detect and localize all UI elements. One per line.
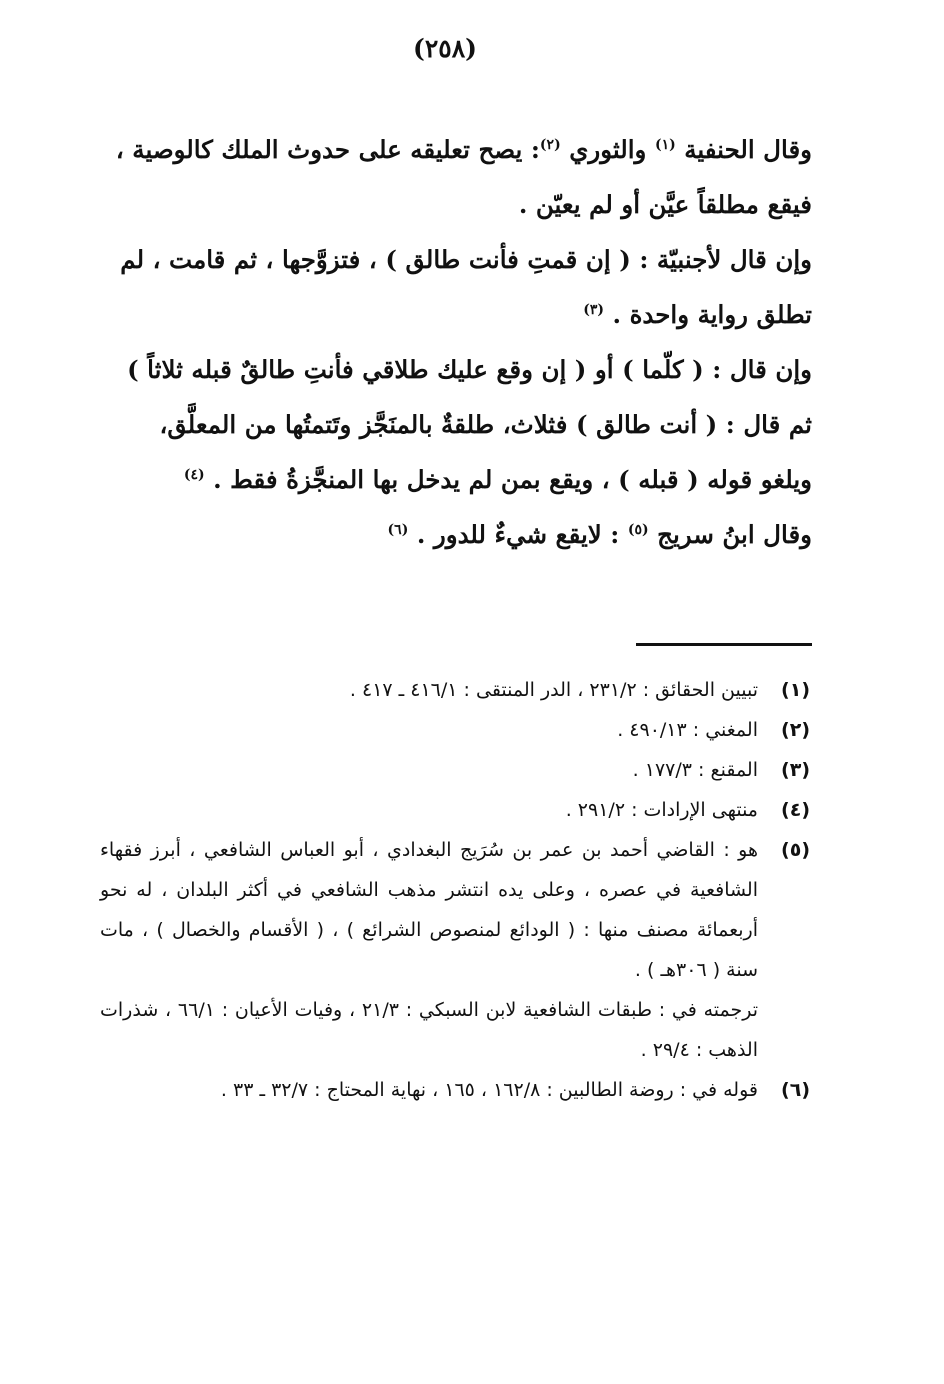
footnote-ref-3: (٣) [583, 301, 604, 318]
footnote-separator [636, 643, 812, 646]
footnote-ref-4: (٤) [183, 466, 205, 483]
footnote-text: هو : القاضي أحمد بن عمر بن سُرَيج البغدادي ، أبو العباس الشافعي ، أبرز فقهاء الشافعية في عصره ، وعلى يده انتشر مذهب الشافعي في أكثر البلدان ، له نحو أربعمائة مصنف منها : ( الودائع لمنصوص الشرائع ) ، ( الأقسام والخصال ) ، مات سنة ( ٣٠٦هـ ) . [100, 839, 758, 981]
footnote-text: قوله في : روضة الطالبين : ١٦٢/٨ ، ١٦٥ ، نهاية المحتاج : ٣٢/٧ ـ ٣٣ . [220, 1079, 758, 1101]
footnote-ref-5: (٥) [627, 521, 649, 538]
footnote-text: منتهى الإرادات : ٢٩١/٢ . [565, 799, 758, 821]
paragraph-ibn-surayj [100, 507, 812, 562]
footnote-number: (٣) [781, 759, 810, 781]
footnote-text: تبيين الحقائق : ٢٣١/٢ ، الدر المنتقى : ٤١٦/١ ـ ٤١٧ . [349, 679, 758, 701]
footnote-number: (٤) [781, 799, 810, 821]
footnote-ref-6: (٦) [387, 521, 409, 538]
footnote-number: (٦) [781, 1079, 810, 1101]
footnote-4 [100, 790, 810, 830]
footnote-ref-2: (٢) [539, 136, 561, 153]
footnote-5-continuation [100, 990, 758, 1070]
footnote-2 [100, 710, 810, 750]
paragraph-text: وإن قال لأجنبيّة : ( إن قمتِ فأنت طالق ) ، فتزوَّجها ، ثم قامت ، لم تطلق رواية واحدة . [120, 245, 812, 329]
paragraph-text: وإن قال : ( كلّما ) أو ( إن وقع عليك طلاقي فأنتِ طالقٌ قبله ثلاثاً ) ثم قال : ( أنت طالق ) فثلاث، طلقةٌ بالمنَجَّز وتَتمتُها من المعلَّق، ويلغو قوله ( قبله ) ، ويقع بمن لم يدخل بها المنجَّزةُ فقط . [127, 355, 812, 494]
paragraph-kullama [100, 342, 812, 507]
paragraph-text: والثوري [560, 135, 655, 164]
paragraph-text: وقال ابنُ سريج [648, 520, 812, 549]
paragraph-text: : لايقع شيءٌ للدور . [408, 520, 628, 549]
footnote-number: (٥) [781, 839, 810, 861]
footnote-1 [100, 670, 810, 710]
footnotes [100, 670, 810, 1110]
page-number: (٢٥٨) [413, 34, 477, 63]
footnote-number: (٢) [781, 719, 810, 741]
footnote-text: المقنع : ١٧٧/٣ . [632, 759, 758, 781]
footnote-ref-1: (١) [654, 136, 676, 153]
footnote-text: المغني : ٤٩٠/١٣ . [617, 719, 758, 741]
paragraph-hanafiyya [100, 122, 812, 232]
footnote-3 [100, 750, 810, 790]
paragraph-ajnabiyya [100, 232, 812, 342]
footnote-5 [100, 830, 810, 990]
paragraph-text: وقال الحنفية [684, 135, 812, 164]
main-text [100, 122, 812, 562]
footnote-6 [100, 1070, 810, 1110]
paragraph-text: : يصح تعليقه على حدوث الملك كالوصية ، فيقع مطلقاً عيَّن أو لم يعيّن . [115, 135, 812, 219]
footnote-number: (١) [781, 679, 810, 701]
footnote-text: ترجمته في : طبقات الشافعية لابن السبكي : ٢١/٣ ، وفيات الأعيان : ٦٦/١ ، شذرات الذهب : ٢٩/٤ . [100, 999, 758, 1061]
